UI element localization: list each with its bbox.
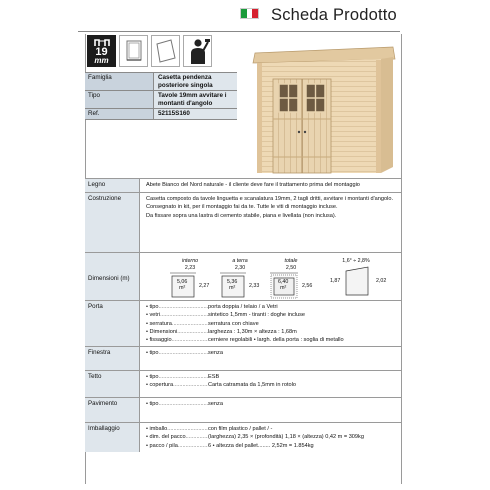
dimension-area: 5,36 m² <box>227 279 238 291</box>
spec-bullet: • dim. del pacco ..... (larghezza) 2,35 × (profondità) 1,18 × (altezza) 0,42 m = 309kg <box>146 433 396 441</box>
spec-line: Casetta composto da tavole linguetta e scanalatura 19mm, 2 tagli dritti, avvitare i montanti d'angolo. <box>146 196 394 202</box>
dimension-height: 2,27 <box>199 283 210 289</box>
spec-row-finestra <box>85 346 402 370</box>
spec-key: Legno <box>85 179 140 192</box>
summary-value: Tavole 19mm avvitare i montanti d'angolo <box>153 91 237 108</box>
spec-value: Abete Bianco del Nord naturale - il cliente deve fare il trattamento prima del montaggio <box>146 182 360 188</box>
dimension-width: 2,50 <box>285 265 297 272</box>
spec-key: Pavimento <box>85 398 140 422</box>
profile-left-height: 1,87 <box>330 278 341 284</box>
spec-value <box>140 371 402 397</box>
spec-bullet: • fissaggio ..... cerniere regolabili • largh. della porta : soglia di metallo <box>146 336 396 344</box>
page-title: Scheda Prodotto <box>271 6 397 24</box>
wood-thickness-icon <box>87 35 116 67</box>
summary-value: 52115S160 <box>153 109 237 119</box>
spec-key: Dimensioni (m) <box>85 253 140 300</box>
spec-line: Consegnato in kit, per il montaggio fai da te. Tutte le viti di montaggio incluse. <box>146 204 338 211</box>
side-profile-icon <box>342 265 372 297</box>
wood-thickness-unit: mm <box>94 55 109 65</box>
spec-key: Imballaggio <box>85 423 140 452</box>
dimension-area: 6,40 m² <box>278 279 289 291</box>
spec-bullet: • imballo ..... con film plastico / pallet / - <box>146 425 396 433</box>
dimension-height: 2,33 <box>249 283 260 289</box>
spec-row-pavimento <box>85 397 402 422</box>
dimension-label: a terra <box>232 258 248 264</box>
spec-bullet: • tipo ..... porta doppia / telaio / a Vetri <box>146 303 396 311</box>
spec-key: Tetto <box>85 371 140 397</box>
summary-row-ref <box>85 108 237 120</box>
dimension-interno <box>168 257 212 303</box>
summary-table <box>85 72 237 120</box>
spec-key: Finestra <box>85 347 140 370</box>
spec-bullet: • tipo ..... senza <box>146 400 396 408</box>
summary-value: Casetta pendenza posteriore singola <box>153 73 237 90</box>
product-photo-shed <box>243 37 400 175</box>
spec-row-dimensioni <box>85 252 402 300</box>
spec-key: Costruzione <box>85 193 140 252</box>
dimension-height: 2,56 <box>302 283 313 289</box>
spec-value <box>140 253 402 300</box>
spec-bullet: • tipo ..... ESB <box>146 373 396 381</box>
dimension-a-terra <box>218 257 262 303</box>
spec-bullet: • tipo ..... senza <box>146 349 396 357</box>
dimension-profile <box>328 257 388 301</box>
summary-row-tipo <box>85 90 237 108</box>
dimension-label: interno <box>181 258 199 264</box>
profile-right-height: 2,02 <box>376 278 387 284</box>
wall-panel-icon <box>151 35 180 67</box>
spec-value <box>140 301 402 346</box>
spec-line: Da fissare sopra una lastra di cemento stabile, piana e livellata (non inclusa). <box>146 212 337 219</box>
summary-key: Tipo <box>85 91 153 108</box>
dimension-width: 2,30 <box>234 265 246 272</box>
dimension-label: totale <box>284 258 298 264</box>
window-icon <box>119 35 148 67</box>
dimension-totale <box>268 257 314 303</box>
spec-bullet: • vetri ..... sintetico 1,5mm - tiranti : doghe incluse <box>146 311 396 319</box>
spec-row-tetto <box>85 370 402 397</box>
spec-bullet: • copertura ..... Carta catramata da 1,5mm in rotolo <box>146 381 396 389</box>
summary-row-famiglia <box>85 72 237 90</box>
dimension-area: 5,06 m² <box>177 279 188 291</box>
spec-row-costruzione <box>85 192 402 252</box>
spec-row-legno <box>85 178 402 192</box>
spec-row-imballaggio <box>85 422 402 452</box>
summary-key: Ref. <box>85 109 153 119</box>
diy-worker-icon <box>183 35 212 67</box>
spec-row-porta <box>85 300 402 346</box>
spec-table <box>85 178 402 452</box>
dimension-diagrams <box>146 255 396 298</box>
spec-value <box>140 347 402 370</box>
title-underline <box>78 31 400 32</box>
spec-bullet: • pacco / pila ..... 6 • altezza del pallet........ 2,52m = 1.854kg <box>146 442 396 450</box>
roof-slope: 1,6° ÷ 2,8% <box>342 258 370 264</box>
summary-key: Famiglia <box>85 73 153 90</box>
feature-badges <box>85 34 228 68</box>
spec-key: Porta <box>85 301 140 346</box>
italian-flag-icon <box>240 8 259 19</box>
spec-bullet: • Dimensioni ..... larghezza : 1,30m × altezza : 1,68m <box>146 328 396 336</box>
wood-thickness-value: 19 <box>95 45 108 58</box>
spec-value <box>140 423 402 452</box>
spec-value <box>140 193 402 252</box>
spec-bullet: • serratura ..... serratura con chiave <box>146 320 396 328</box>
spec-value <box>140 398 402 422</box>
dimension-width: 2,23 <box>184 265 196 272</box>
